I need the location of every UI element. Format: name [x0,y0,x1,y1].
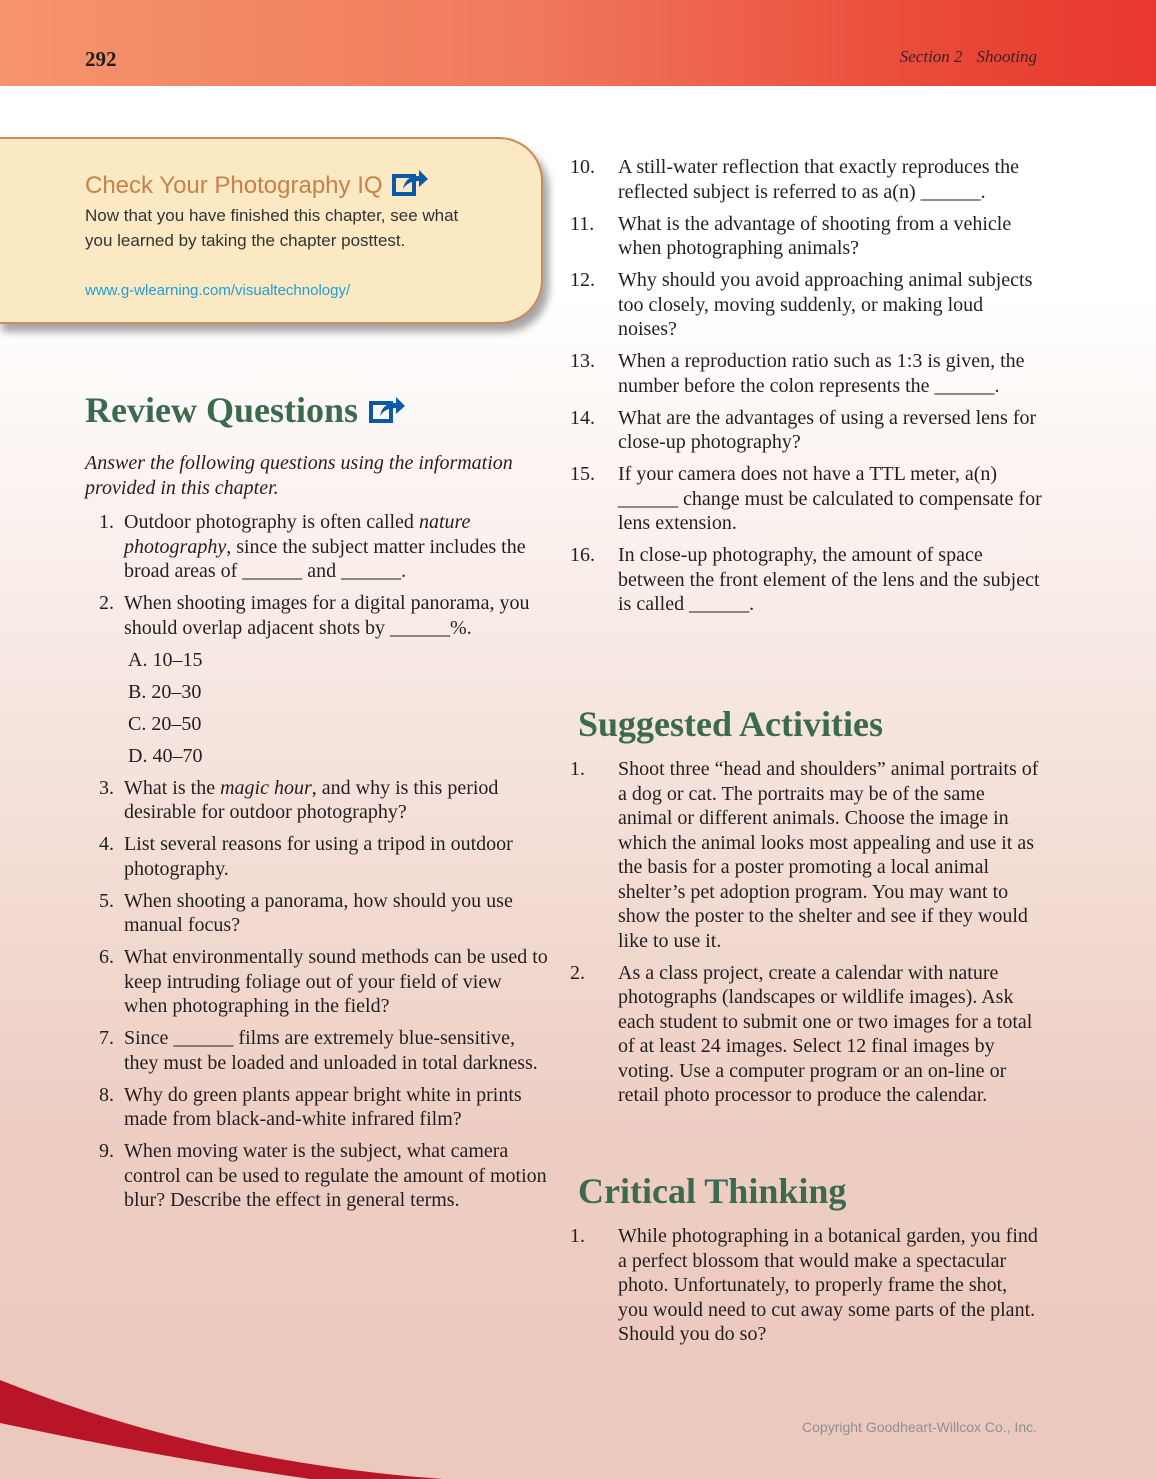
question-number: 6. [99,946,114,968]
question-item [99,1139,548,1213]
question-number: 11. [570,212,595,235]
question-number: 8. [99,1083,114,1106]
question-item [99,945,548,1019]
critical-text: While photographing in a botanical garden, you find a perfect blossom that would make a spectacular photo. Unfortunately, to properly frame the shot, you would need to cut away some parts of the plant. Should you do so? [618,1225,1038,1345]
question-item [570,212,1042,261]
critical-thinking-heading: Critical Thinking [578,1171,847,1211]
question-number: 16. [570,544,595,566]
question-text: Outdoor photography is often called [124,511,419,533]
question-number: 10. [570,156,595,178]
critical-thinking-list [570,1224,1042,1354]
question-item [99,1083,548,1132]
posttest-link[interactable]: www.g-wlearning.com/visualtechnology/ [85,282,351,299]
question-text: When shooting a panorama, how should you use manual focus? [124,889,513,936]
answer-option [128,712,548,737]
question-number: 12. [570,269,595,291]
critical-item [570,1224,1042,1347]
running-head [900,47,1037,67]
question-number: 7. [99,1027,114,1049]
activity-item [570,961,1042,1108]
question-number: 9. [99,1140,114,1162]
question-text: A still-water reflection that exactly reproduces the reflected subject is referred to as a(n) ______. [618,156,1019,203]
external-link-icon[interactable] [368,394,406,424]
option-letter: C. [128,712,147,735]
question-item [570,155,1042,204]
option-letter: A. [128,648,148,671]
question-text: When a reproduction ratio such as 1:3 is given, the number before the colon represents the ______. [618,350,1025,397]
copyright: Copyright Goodheart-Willcox Co., Inc. [802,1419,1037,1435]
question-text: , since the subject matter includes the broad areas of ______ and ______. [124,535,526,582]
question-text: What is the advantage of shooting from a vehicle when photographing animals? [618,212,1012,259]
review-questions-heading [85,389,406,431]
review-intro: Answer the following questions using the information provided in this chapter. [85,452,513,499]
answer-option [128,744,548,769]
question-number: 4. [99,833,114,855]
check-iq-title-text: Check Your Photography IQ [85,172,383,199]
question-item [570,349,1042,398]
answer-option [128,680,548,705]
option-letter: D. [128,744,148,767]
section-label: Section 2 [899,47,963,66]
question-item [570,543,1042,617]
question-text: What environmentally sound methods can be used to keep intruding foliage out of your field of view when photographing in the field? [124,946,548,1017]
option-text: 10–15 [152,648,203,671]
question-item [99,832,548,881]
question-item [99,510,548,584]
option-text: 20–50 [151,712,202,735]
activity-number: 1. [570,758,585,780]
question-item [99,1026,548,1075]
review-questions-title: Review Questions [85,390,358,430]
answer-options [124,648,548,769]
page-number: 292 [85,47,117,71]
question-text: When shooting images for a digital panorama, you should overlap adjacent shots by ______%. [124,592,530,639]
question-number: 3. [99,776,114,799]
review-questions-list-right [570,155,1042,624]
question-text: What is the [124,776,221,799]
check-iq-box [0,137,543,324]
question-emphasis: nature photography [124,511,471,558]
activity-text: As a class project, create a calendar with nature photographs (landscapes or wildlife images). Ask each student to submit one or two images for a total of at least 24 images. Select 12 final images by voting. Use a computer program or an on-line or retail photo processor to produce the calendar. [618,961,1033,1106]
chapter-label: Shooting [976,47,1037,66]
question-item [570,462,1042,536]
question-number: 14. [570,406,595,429]
critical-number: 1. [570,1225,585,1247]
option-text: 20–30 [151,680,202,703]
question-text: If your camera does not have a TTL meter, a(n) ______ change must be calculated to compensate for lens extension. [618,463,1042,534]
question-item [570,406,1042,455]
answer-option [128,648,548,673]
question-text: , and why is this period desirable for outdoor photography? [124,776,499,823]
question-number: 1. [99,511,114,533]
question-text: Why should you avoid approaching animal subjects too closely, moving suddenly, or making loud noises? [618,269,1033,340]
question-number: 13. [570,350,595,372]
question-item [570,268,1042,342]
page-header [0,0,1156,86]
question-text: In close-up photography, the amount of space between the front element of the lens and the subject is called ______. [618,544,1040,615]
activities-list [570,757,1042,1115]
activity-text: Shoot three “head and shoulders” animal portraits of a dog or cat. The portraits may be of the same animal or different animals. Choose the image in which the animal looks most appealing and use it as the basis for a poster promoting a local animal shelter’s pet adoption program. You may want to show the poster to the shelter and see if they would like to use it. [618,758,1039,952]
option-letter: B. [128,680,147,703]
question-item [99,591,548,768]
activity-number: 2. [570,961,585,984]
question-text: Since ______ films are extremely blue-sensitive, they must be loaded and unloaded in total darkness. [124,1027,538,1074]
question-number: 2. [99,592,114,614]
question-number: 5. [99,889,114,912]
question-item [99,776,548,825]
question-text: List several reasons for using a tripod in outdoor photography. [124,833,513,880]
review-questions-list-left [99,510,548,1220]
check-iq-title [85,167,429,200]
external-link-icon[interactable] [391,167,429,197]
question-text: Why do green plants appear bright white in prints made from black-and-white infrared film? [124,1083,522,1130]
suggested-activities-heading: Suggested Activities [578,704,883,744]
option-text: 40–70 [152,744,203,767]
check-iq-body: Now that you have finished this chapter, see what you learned by taking the chapter posttest. [85,206,459,250]
question-item [99,889,548,938]
activity-item [570,757,1042,953]
question-text: When moving water is the subject, what camera control can be used to regulate the amount of motion blur? Describe the effect in general terms. [124,1140,547,1211]
question-text: What are the advantages of using a reversed lens for close-up photography? [618,406,1037,453]
question-emphasis: magic hour [220,776,312,799]
question-number: 15. [570,463,595,485]
